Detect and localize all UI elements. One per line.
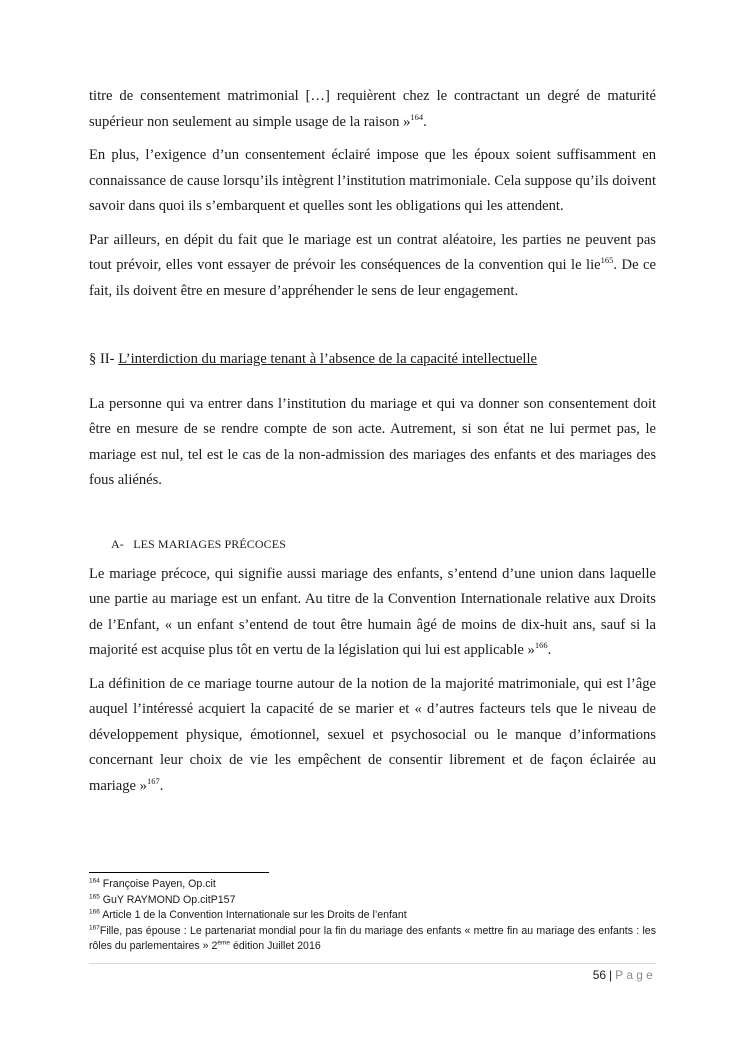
paragraph-1: titre de consentement matrimonial […] requièrent chez le contractant un degré de maturité supérieur non seulement au simple usage de la raison »$^{164}$. [89, 88, 656, 130]
section-title: L’interdiction du mariage tenant à l’absence de la capacité intellectuelle [118, 351, 538, 367]
footnote-number: 165 [89, 893, 100, 901]
subsection-heading [111, 534, 656, 554]
section-prefix: § II- [89, 351, 119, 367]
subsection-label: A- [111, 536, 124, 551]
body-text [89, 84, 656, 807]
page-label: Page [615, 968, 656, 982]
page-number [593, 967, 656, 983]
footnote-ref-164[interactable]: 164 [410, 111, 424, 122]
section-heading [89, 347, 656, 373]
footnote-separator [89, 872, 269, 873]
footer-separator [89, 963, 656, 964]
paragraph-6: La définition de ce mariage tourne autour de la notion de la majorité matrimoniale, qui est l’âge auquel l’intéressé acquiert la capacité de se marier et « d’autres facteurs tels que le niveau de développement physique, émotionnel, sexuel et psychosocial ou le manque d’informations concernant leur choix de vie les empêchent de consentir librement et de façon éclairée au mariage »$^{167}$. [89, 675, 656, 794]
footnote-164: $^{164}$ Françoise Payen, Op.cit [89, 877, 216, 890]
paragraph-5: Le mariage précoce, qui signifie aussi mariage des enfants, s’entend d’une union dans laquelle une partie au mariage est un enfant. Au titre de la Convention Internationale relative aux Droits de l’Enfant, « un enfant s’entend de tout être humain âgé de moins de dix-huit ans, sauf si la majorité est acquise plus tôt en vertu de la législation qui lui est applicable »$^{166}$. [89, 565, 656, 658]
footnote-ref-165[interactable]: 165 [600, 255, 614, 266]
footnotes [89, 877, 656, 955]
page-number-value: 56 [592, 968, 607, 982]
footnote-number: 164 [89, 877, 100, 885]
footnote-166: $^{166}$ Article 1 de la Convention Internationale sur les Droits de l’enfant [89, 908, 407, 922]
footnote-ref-167[interactable]: 167 [146, 775, 160, 786]
footnote-165: $^{165}$ GuY RAYMOND Op.citP157 [89, 893, 236, 906]
paragraph-3: Par ailleurs, en dépit du fait que le mariage est un contrat aléatoire, les parties ne peuvent pas tout prévoir, elles vont essayer de prévoir les conséquences de la convention qui le lie$^{165}$. De ce fait, ils doivent être en mesure d’appréhender le sens de leur engagement. [89, 231, 657, 299]
page-number-separator: | [609, 968, 613, 982]
subsection-title: LES MARIAGES PRÉCOCES [133, 536, 286, 551]
paragraph-2: En plus, l’exigence d’un consentement éclairé impose que les époux soient suffisamment en connaissance de cause lorsqu’ils intègrent l’institution matrimoniale. Cela suppose qu’ils doivent savoir dans quoi ils s’embarquent et quelles sont les obligations qui les attendent. [89, 147, 657, 214]
footnote-ref-166[interactable]: 166 [534, 640, 548, 651]
footnote-167: $^{167}$Fille, pas épouse : Le partenariat mondial pour la fin du mariage des enfants « mettre fin au mariage des enfants : les rôles du parlementaires » 2ème édition Juillet 2016 [89, 924, 656, 953]
footnote-number: 167 [89, 924, 100, 932]
footnote-number: 166 [89, 908, 100, 916]
paragraph-4: La personne qui va entrer dans l’institution du mariage et qui va donner son consentement doit être en mesure de se rendre compte de son acte. Autrement, si son état ne lui permet pas, le mariage est nul, tel est le cas de la non-admission des mariages des enfants et des mariages des fous aliénés. [89, 395, 656, 488]
